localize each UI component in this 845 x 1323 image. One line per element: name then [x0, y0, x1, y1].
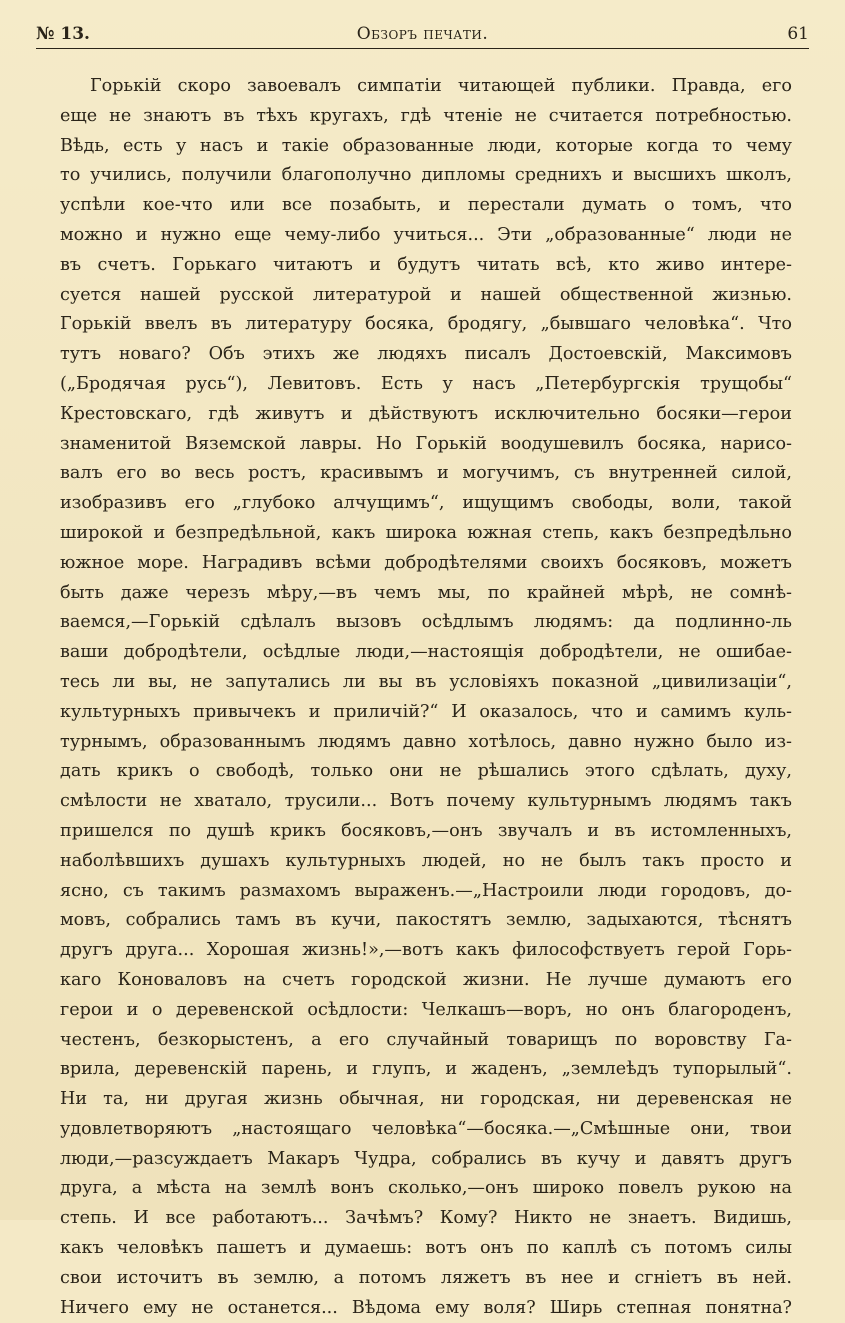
text-line: люди,—разсуждаетъ Макаръ Чудра, собрались въ кучу и давятъ другъ [60, 1148, 792, 1169]
text-line: врила, деревенскій парень, и глупъ, и жаденъ, „землеѣдъ тупорылый“. [60, 1059, 792, 1080]
text-line: свои источитъ въ землю, а потомъ ляжетъ въ нее и сгніетъ въ ней. [60, 1267, 792, 1288]
header-rule [36, 48, 809, 49]
text-line: Горькій скоро завоевалъ симпатіи читающей публики. Правда, его [90, 76, 792, 96]
text-line: мовъ, собрались тамъ въ кучи, пакостятъ землю, задыхаются, тѣснятъ [60, 910, 792, 931]
text-line: еще не знаютъ въ тѣхъ кругахъ, гдѣ чтеніе не считается потребностью. [60, 105, 792, 126]
page-header [36, 20, 809, 50]
article-body [60, 72, 792, 1323]
text-line: ваемся,—Горькій сдѣлалъ вызовъ осѣдлымъ людямъ: да подлинно-ль [60, 612, 792, 633]
text-line: можно и нужно еще чему-либо учиться... Эти „образованные“ люди не [60, 224, 792, 245]
text-line: Ни та, ни другая жизнь обычная, ни городская, ни деревенская не [60, 1089, 792, 1110]
text-line: дать крикъ о свободѣ, только они не рѣшались этого сдѣлать, духу, [60, 761, 792, 782]
text-line: валъ его во весь ростъ, красивымъ и могучимъ, съ внутренней силой, [60, 463, 792, 484]
text-line: наболѣвшихъ душахъ культурныхъ людей, но не былъ такъ просто и [60, 850, 792, 871]
text-line: Ничего ему не останется... Вѣдома ему воля? Ширь степная понятна? [60, 1297, 792, 1318]
text-line: знаменитой Вяземской лавры. Но Горькій воодушевилъ босяка, нарисо- [60, 433, 792, 454]
text-line: Горькій ввелъ въ литературу босяка, бродягу, „бывшаго человѣка“. Что [60, 314, 792, 335]
text-line: ясно, съ такимъ размахомъ выраженъ.—„Настроили люди городовъ, до- [60, 880, 792, 901]
text-line: каго Коноваловъ на счетъ городской жизни. Не лучше думаютъ его [60, 969, 792, 990]
text-line: Вѣдь, есть у насъ и такіе образованные люди, которые когда то чему [60, 135, 792, 156]
text-line: быть даже черезъ мѣру,—въ чемъ мы, по крайней мѣрѣ, не сомнѣ- [60, 582, 792, 603]
text-line: культурныхъ привычекъ и приличій?“ И оказалось, что и самимъ куль- [60, 701, 792, 722]
text-line: степь. И все работаютъ... Зачѣмъ? Кому? Никто не знаетъ. Видишь, [60, 1208, 792, 1229]
text-line: удовлетворяютъ „настоящаго человѣка“—босяка.—„Смѣшные они, твои [60, 1118, 792, 1139]
text-line: ваши добродѣтели, осѣдлые люди,—настоящія добродѣтели, не ошибае- [60, 642, 792, 663]
text-line: („Бродячая русь“), Левитовъ. Есть у насъ „Петербургскія трущобы“ [60, 373, 792, 394]
text-line: широкой и безпредѣльной, какъ широка южная степь, какъ безпредѣльно [60, 522, 792, 543]
text-line: Крестовскаго, гдѣ живутъ и дѣйствуютъ исключительно босяки—герои [60, 403, 792, 424]
text-line: въ счетъ. Горькаго читаютъ и будутъ читать всѣ, кто живо интере- [60, 254, 792, 275]
text-line: то учились, получили благополучно дипломы среднихъ и высшихъ школъ, [60, 165, 792, 186]
text-line: успѣли кое-что или все позабыть, и перестали думать о томъ, что [60, 195, 792, 216]
text-line: другъ друга... Хорошая жизнь!»,—вотъ какъ философствуетъ герой Горь- [60, 940, 792, 961]
text-line: тутъ новаго? Объ этихъ же людяхъ писалъ Достоевскій, Максимовъ [60, 344, 792, 365]
text-line: какъ человѣкъ пашетъ и думаешь: вотъ онъ по каплѣ съ потомъ силы [60, 1238, 792, 1259]
page-number: 61 [787, 24, 809, 44]
text-line: честенъ, безкорыстенъ, а его случайный товарищъ по воровству Га- [60, 1029, 792, 1050]
section-title: Обзоръ печати. [356, 24, 489, 44]
text-line: турнымъ, образованнымъ людямъ давно хотѣлось, давно нужно было из- [60, 731, 792, 752]
text-line: герои и о деревенской осѣдлости: Челкашъ—воръ, но онъ благороденъ, [60, 999, 792, 1020]
text-line: суется нашей русской литературой и нашей общественной жизнью. [60, 284, 792, 305]
text-line: тесь ли вы, не запутались ли вы въ условіяхъ показной „цивилизаціи“, [60, 671, 792, 692]
text-line: южное море. Наградивъ всѣми добродѣтелями своихъ босяковъ, можетъ [60, 552, 792, 573]
issue-number: № 13. [36, 24, 90, 44]
text-line: изобразивъ его „глубоко алчущимъ“, ищущимъ свободы, воли, такой [60, 493, 792, 514]
text-line: пришелся по душѣ крикъ босяковъ,—онъ звучалъ и въ истомленныхъ, [60, 820, 792, 841]
text-line: друга, а мѣста на землѣ вонъ сколько,—онъ широко повелъ рукою на [60, 1178, 792, 1199]
text-line: смѣлости не хватало, трусили... Вотъ почему культурнымъ людямъ такъ [60, 791, 792, 812]
